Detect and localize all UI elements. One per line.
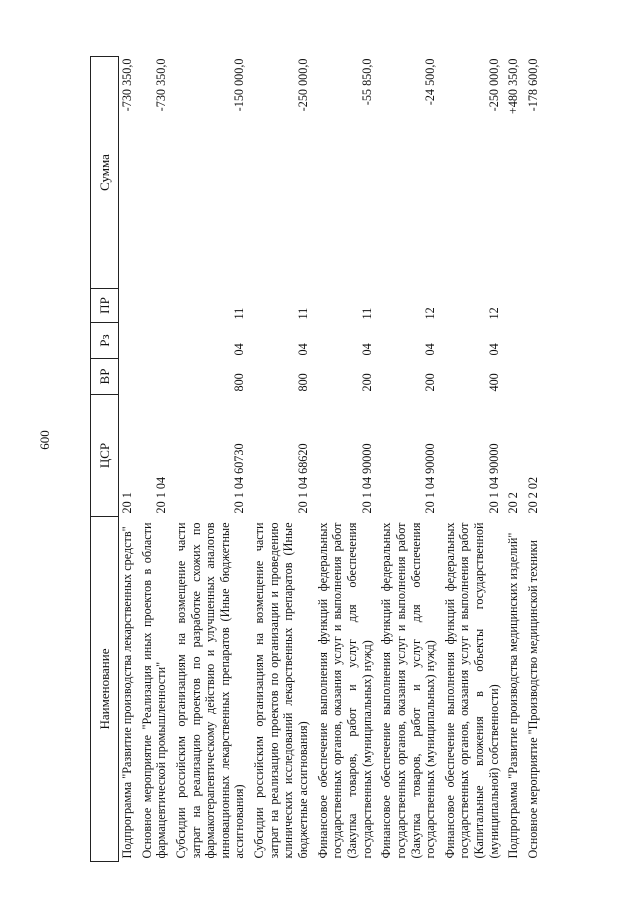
row-name: Субсидии российским организациям на возмещение части затрат на реализацию проектов по организации и проведению клинических исследований лекарственных препаратов (Иные бюджетные ассигнования) [252,522,311,859]
row-vr [505,359,525,395]
row-sum: -250 000,0 [296,58,311,112]
header-sum: Сумма [91,57,119,289]
row-rz: 04 [296,343,311,356]
row-sum: +480 350,0 [506,58,521,115]
row-name: Подпрограмма "Развитие производства лекарственных средств" [120,526,134,859]
table-row [119,57,139,862]
row-csr: 20 1 04 [154,476,169,514]
row-rz [119,323,139,359]
budget-table [90,56,545,862]
row-pr: 11 [232,307,247,320]
row-rz: 04 [423,343,438,356]
row-rz: 04 [232,343,247,356]
row-vr: 800 [232,373,247,392]
budget-sheet [90,57,608,862]
header-pr: ПР [91,289,119,323]
row-vr: 200 [359,373,374,392]
row-sum: -250 000,0 [486,58,501,112]
row-name: Финансовое обеспечение выполнения функций федеральных государственных органов, оказания услуг и выполнения работ (Капитальные вложения в объекты государственной (муниципальной) собственности) [442,522,501,859]
row-csr: 20 1 04 60730 [232,443,247,514]
row-rz [139,323,173,359]
row-name: Финансовое обеспечение выполнения функций федеральных государственных органов, оказания услуг и выполнения работ (Закупка товаров, работ и услуг для обеспечения государственных (муниципальных) нужд) [315,522,374,859]
row-csr: 20 2 [506,492,521,514]
row-pr [139,289,173,323]
header-vr: ВР [91,359,119,395]
row-name: Финансовое обеспечение выполнения функций федеральных государственных органов, оказания услуг и выполнения работ (Закупка товаров, работ и услуг для обеспечения государственных (муниципальных) нужд) [379,522,438,859]
row-sum: -730 350,0 [120,58,134,112]
row-vr [119,359,139,395]
row-csr: 20 1 04 90000 [359,443,374,514]
table-row [378,57,442,862]
row-rz: 04 [486,343,501,356]
page-number: 600 [37,430,52,450]
row-sum: -178 600,0 [526,58,541,112]
row-csr: 20 1 04 90000 [423,443,438,514]
row-pr: 11 [296,307,311,320]
row-pr [505,289,525,323]
row-pr: 12 [486,307,501,320]
row-rz [525,323,545,359]
table-row [525,57,545,862]
row-vr: 200 [423,373,438,392]
row-rz [505,323,525,359]
row-name: Подпрограмма "Развитие производства медицинских изделий" [506,532,521,859]
row-sum: -55 850,0 [359,58,374,106]
row-vr [139,359,173,395]
row-vr: 800 [296,373,311,392]
row-rz: 04 [359,343,374,356]
row-sum: -24 500,0 [423,58,438,106]
table-row [251,57,315,862]
row-csr: 20 1 04 68620 [296,443,311,514]
row-pr [525,289,545,323]
table-row [173,57,251,862]
row-sum: -150 000,0 [232,58,247,112]
table-row [442,57,506,862]
row-csr: 20 1 04 90000 [486,443,501,514]
row-csr: 20 2 02 [526,476,541,514]
header-csr: ЦСР [91,395,119,517]
table-row [315,57,379,862]
row-pr: 12 [423,307,438,320]
table-row [139,57,173,862]
row-name: Основное мероприятие "Производство медицинской техники [526,540,541,859]
table-header-row [91,57,119,862]
row-pr [119,289,139,323]
row-vr [525,359,545,395]
row-sum: -730 350,0 [154,58,169,112]
row-pr: 11 [359,307,374,320]
row-vr: 400 [486,373,501,392]
row-csr: 20 1 [120,492,134,514]
row-name: Субсидии российским организациям на возмещение части затрат на реализацию проектов по разработке схожих по фармакотерапевтическому действию и улучшенных аналогов инновационных лекарственных препаратов (Иные бюджетные ассигнования) [173,522,247,859]
header-name: Наименование [91,517,119,862]
header-rz: Рз [91,323,119,359]
row-name: Основное мероприятие "Реализация иных проектов в области фармацевтической промышленности" [139,522,169,859]
table-row [505,57,525,862]
